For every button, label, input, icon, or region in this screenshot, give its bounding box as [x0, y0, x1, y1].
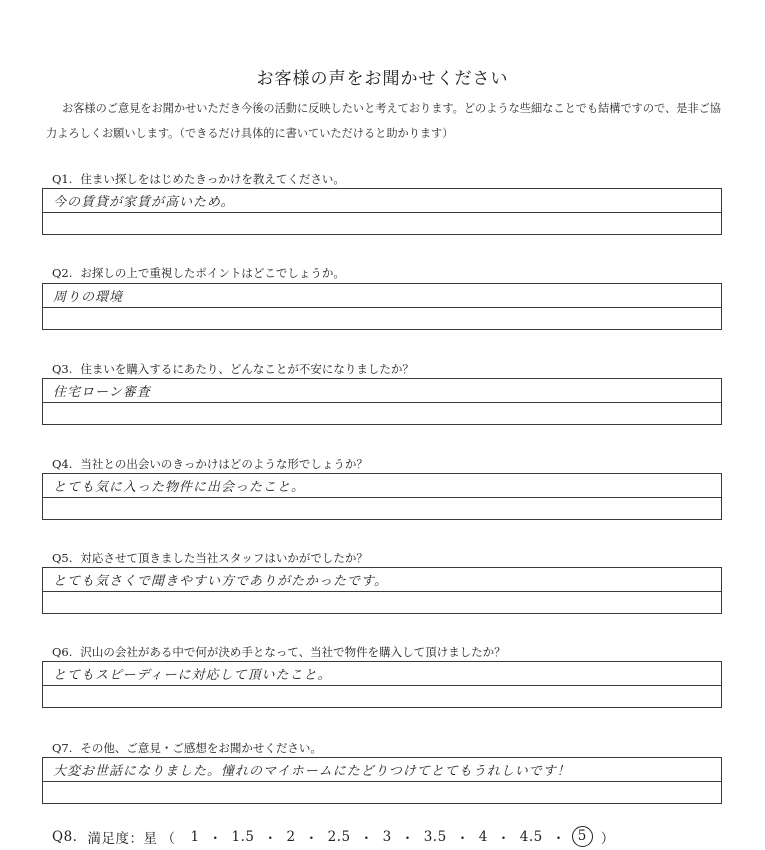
question-7 [52, 740, 732, 756]
question-1 [52, 171, 732, 187]
rating-option: 1.5 [231, 828, 255, 845]
rating-scale [183, 826, 596, 847]
question-number: Q7. [52, 741, 73, 755]
rating-option: 4.5 [519, 828, 543, 845]
answer-box-2 [42, 283, 722, 330]
answer-line [43, 307, 721, 308]
handwritten-answer: 今の賃貸が家賃が高いため。 [53, 195, 235, 210]
question-text: 住まいを購入するにあたり、どんなことが不安になりましたか？ [80, 362, 414, 376]
question-text: お探しの上で重視したポイントはどこでしょうか。 [80, 266, 345, 280]
rating-separator: ・ [208, 830, 223, 847]
question-number: Q2. [52, 266, 73, 280]
question-text: 沢山の会社がある中で何が決め手となって、当社で物件を購入して頂けましたか？ [80, 645, 506, 659]
page-title: お客様の声をお聞かせください [256, 69, 509, 89]
answer-line [43, 685, 721, 686]
answer-line [43, 497, 721, 498]
answer-line [43, 591, 721, 592]
rating-option: 1 [190, 828, 200, 845]
q8-number: Q8. [52, 828, 78, 845]
rating-separator: ・ [304, 830, 319, 847]
question-2 [52, 265, 732, 281]
question-number: Q3. [52, 362, 73, 376]
question-number: Q4. [52, 457, 73, 471]
q8-open-paren: （ [161, 830, 176, 847]
answer-line [43, 402, 721, 403]
rating-separator: ・ [496, 830, 511, 847]
question-text: その他、ご意見・ご感想をお聞かせください。 [80, 741, 322, 755]
rating-option: 2 [286, 828, 296, 845]
handwritten-answer: とてもスピーディーに対応して頂いたこと。 [53, 668, 332, 683]
rating-option-selected: 5 [572, 826, 593, 847]
rating-separator: ・ [359, 830, 374, 847]
question-6 [52, 644, 732, 660]
q8-close-paren: ） [600, 830, 615, 847]
answer-box-6 [42, 661, 722, 708]
answer-box-7 [42, 757, 722, 804]
answer-line [43, 781, 721, 782]
rating-option: 3 [382, 828, 392, 845]
handwritten-answer: とても気さくで聞きやすい方でありがたかったです。 [53, 574, 388, 589]
question-text: 住まい探しをはじめたきっかけを教えてください。 [80, 172, 345, 186]
q8-satisfaction [52, 826, 619, 847]
rating-separator: ・ [551, 830, 566, 847]
question-4 [52, 456, 732, 472]
answer-line [43, 212, 721, 213]
handwritten-answer: とても気に入った物件に出会ったこと。 [53, 480, 306, 495]
question-3 [52, 361, 732, 377]
question-number: Q5. [52, 551, 73, 565]
question-number: Q1. [52, 172, 73, 186]
answer-box-5 [42, 567, 722, 614]
rating-separator: ・ [400, 830, 415, 847]
rating-option: 3.5 [423, 828, 447, 845]
q8-label: 満足度：星 [87, 830, 158, 847]
rating-separator: ・ [455, 830, 470, 847]
question-text: 当社との出会いのきっかけはどのような形でしょうか？ [80, 457, 368, 471]
question-number: Q6. [52, 645, 73, 659]
question-text: 対応させて頂きました当社スタッフはいかがでしたか？ [80, 551, 368, 565]
answer-box-3 [42, 378, 722, 425]
rating-option: 4 [478, 828, 488, 845]
rating-separator: ・ [263, 830, 278, 847]
handwritten-answer: 大変お世話になりました。憧れのマイホームにたどりつけてとてもうれしいです！ [53, 764, 571, 779]
handwritten-answer: 周りの環境 [53, 290, 124, 305]
intro-text: お客様のご意見をお聞かせいただき今後の活動に反映したいと考えております。どのような些細なことでも結構ですので、是非ご協力よろしくお願いします。（できるだけ具体的に書いていただけると助かります） [46, 102, 721, 140]
handwritten-answer: 住宅ローン審査 [53, 385, 151, 400]
answer-box-4 [42, 473, 722, 520]
question-5 [52, 550, 732, 566]
answer-box-1 [42, 188, 722, 235]
rating-option: 2.5 [327, 828, 351, 845]
